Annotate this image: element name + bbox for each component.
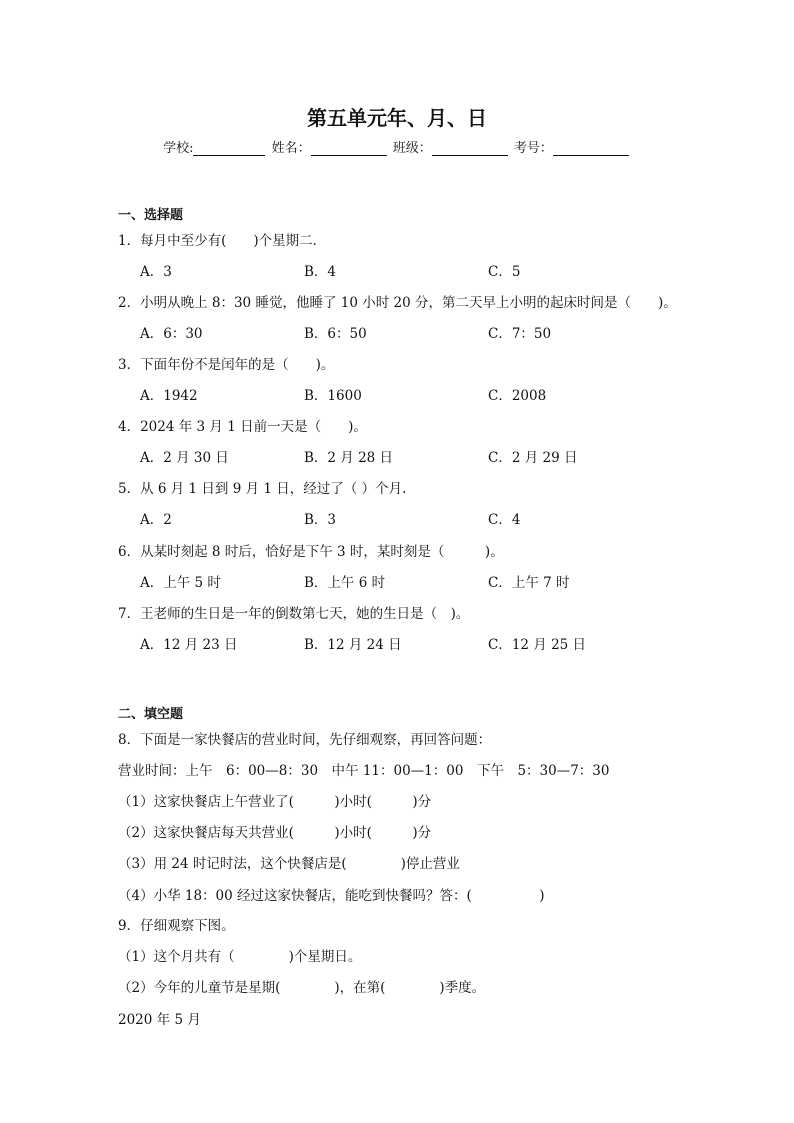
option-b[interactable]: B．上午 6 时 xyxy=(304,575,386,591)
option-a[interactable]: A．12 月 23 日 xyxy=(140,637,238,653)
name-blank[interactable] xyxy=(311,141,387,156)
option-b[interactable]: B．4 xyxy=(304,264,337,280)
option-a[interactable]: A．1942 xyxy=(140,388,198,404)
school-blank[interactable] xyxy=(193,141,265,156)
fill-blank-item[interactable]: （4）小华 18：00 经过这家快餐店，能吃到快餐吗？答：( ) xyxy=(118,888,545,904)
question-stem: 1．每月中至少有( )个星期二． xyxy=(118,233,327,249)
business-hours-text: 营业时间：上午 6：00—8：30 中午 11：00—1：00 下午 5：30—7：30 xyxy=(118,763,610,779)
option-b[interactable]: B．6：50 xyxy=(304,326,367,342)
class-blank[interactable] xyxy=(432,141,508,156)
student-info-line xyxy=(0,137,794,156)
fill-blank-item[interactable]: （3）用 24 时记时法，这个快餐店是( )停止营业 xyxy=(118,856,460,872)
option-a[interactable]: A．上午 5 时 xyxy=(140,575,221,591)
option-b[interactable]: B．12 月 24 日 xyxy=(304,637,402,653)
option-c[interactable]: C．5 xyxy=(488,264,521,280)
question-stem: 8．下面是一家快餐店的营业时间，先仔细观察，再回答问题： xyxy=(118,732,492,748)
question-stem: 2．小明从晚上 8：30 睡觉，他睡了 10 小时 20 分，第二天早上小明的起床时间是（ )。 xyxy=(118,295,677,311)
question-stem: 7．王老师的生日是一年的倒数第七天，她的生日是（ )。 xyxy=(118,606,470,622)
exam-no-label: 考号： xyxy=(513,141,553,156)
option-c[interactable]: C．4 xyxy=(488,512,521,528)
calendar-caption: 2020 年 5 月 xyxy=(118,1012,201,1028)
option-a[interactable]: A．2 xyxy=(140,512,172,528)
question-stem: 5．从 6 月 1 日到 9 月 1 日，经过了（ ）个月. xyxy=(118,481,407,497)
option-a[interactable]: A．3 xyxy=(140,264,172,280)
option-c[interactable]: C．12 月 25 日 xyxy=(488,637,587,653)
question-stem: 4．2024 年 3 月 1 日前一天是（ )。 xyxy=(118,419,367,435)
fill-blank-item[interactable]: （2）今年的儿童节是星期( )，在第( )季度。 xyxy=(118,980,486,996)
fill-blank-item[interactable]: （2）这家快餐店每天共营业( )小时( )分 xyxy=(118,825,432,841)
option-b[interactable]: B．1600 xyxy=(304,388,362,404)
page-title: 第五单元年、月、日 xyxy=(307,106,487,130)
option-a[interactable]: A．2 月 30 日 xyxy=(140,450,229,466)
exam-no-blank[interactable] xyxy=(553,141,629,156)
class-label: 班级： xyxy=(392,141,432,156)
fill-blank-item[interactable]: （1）这家快餐店上午营业了( )小时( )分 xyxy=(118,794,432,810)
option-b[interactable]: B．3 xyxy=(304,512,337,528)
name-label: 姓名： xyxy=(271,141,311,156)
question-stem: 3．下面年份不是闰年的是（ )。 xyxy=(118,357,335,373)
option-b[interactable]: B．2 月 28 日 xyxy=(304,450,394,466)
option-c[interactable]: C．上午 7 时 xyxy=(488,575,570,591)
option-a[interactable]: A．6：30 xyxy=(140,326,203,342)
question-stem: 9．仔细观察下图。 xyxy=(118,918,235,934)
section-heading: 一、选择题 xyxy=(118,208,184,223)
option-c[interactable]: C．7：50 xyxy=(488,326,552,342)
school-label: 学校: xyxy=(163,141,194,156)
question-stem: 6．从某时刻起 8 时后，恰好是下午 3 时，某时刻是（ )。 xyxy=(118,544,504,560)
option-c[interactable]: C．2 月 29 日 xyxy=(488,450,578,466)
option-c[interactable]: C．2008 xyxy=(488,388,547,404)
section-heading: 二、填空题 xyxy=(118,707,184,722)
fill-blank-item[interactable]: （1）这个月共有（ )个星期日。 xyxy=(118,949,362,965)
